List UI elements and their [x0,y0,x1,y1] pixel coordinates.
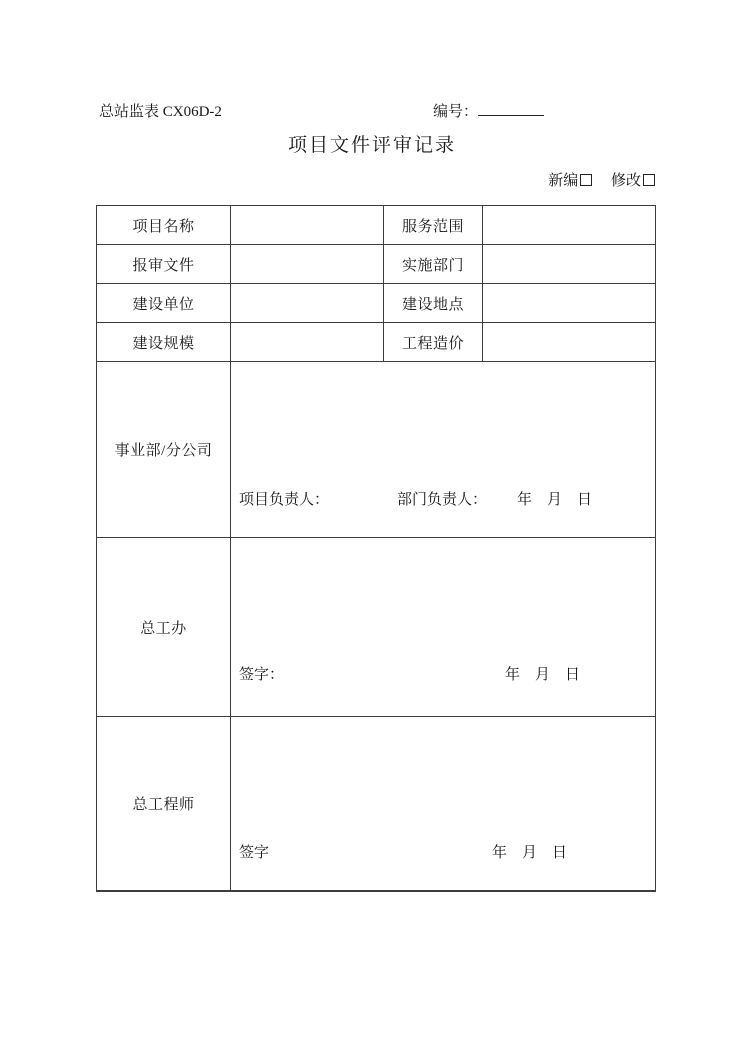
department-leader-sign-label: 部门负责人： [397,492,488,508]
submitted-document-label: 报审文件 [97,245,231,284]
service-scope-label: 服务范围 [384,206,483,245]
table-row [97,323,656,362]
doc-code: 总站监表 CX06D-2 [99,104,222,120]
chief-engineer-label: 总工程师 [97,717,231,891]
chief-engineer-office-label: 总工办 [97,538,231,717]
serial-label: 编号： [433,104,479,120]
modify-checkbox[interactable] [643,174,655,186]
project-leader-sign-label: 项目负责人： [239,492,330,508]
table-row [97,538,656,717]
construction-scale-value-cell[interactable] [231,323,384,362]
table-row [97,284,656,323]
modify-checkbox-label: 修改 [610,173,641,189]
chief-engineer-office-opinion-cell[interactable] [231,538,656,717]
new-checkbox-label: 新编 [548,173,579,189]
construction-unit-label: 建设单位 [97,284,231,323]
service-scope-value-cell[interactable] [483,206,656,245]
project-cost-label: 工程造价 [384,323,483,362]
page-title: 项目文件评审记录 [287,135,456,156]
form-type-checkboxes [96,169,655,190]
serial-number [433,100,544,121]
date-label: 年 月 日 [492,844,568,861]
table-row [97,245,656,284]
review-table [96,205,656,892]
submitted-document-value-cell[interactable] [231,245,384,284]
signature-label: 签字： [239,667,285,683]
serial-blank-field[interactable] [478,101,544,116]
project-name-value-cell[interactable] [231,206,384,245]
modify-checkbox-group [611,169,655,190]
construction-unit-value-cell[interactable] [231,284,384,323]
project-cost-value-cell[interactable] [483,323,656,362]
date-label: 年 月 日 [517,492,593,508]
table-row [97,717,656,891]
new-checkbox[interactable] [580,174,592,186]
implementing-department-label: 实施部门 [384,245,483,284]
construction-site-value-cell[interactable] [483,284,656,323]
construction-site-label: 建设地点 [384,284,483,323]
implementing-department-value-cell[interactable] [483,245,656,284]
new-checkbox-group [548,169,592,190]
date-label: 年 月 日 [505,667,581,683]
project-name-label: 项目名称 [97,206,231,245]
business-division-label: 事业部/分公司 [97,362,231,538]
construction-scale-label: 建设规模 [97,323,231,362]
table-row [97,206,656,245]
signature-label: 签字 [239,844,270,861]
business-division-opinion-cell[interactable] [231,362,656,538]
chief-engineer-opinion-cell[interactable] [231,717,656,891]
table-row [97,362,656,538]
